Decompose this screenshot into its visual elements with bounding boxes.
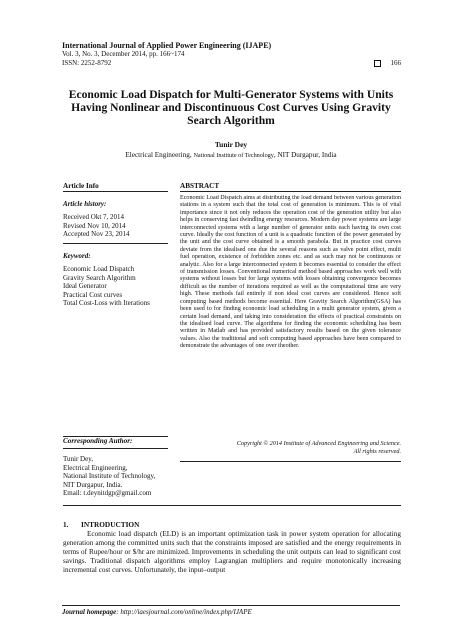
keyword-heading: Keyword: xyxy=(63,252,91,260)
page-number-block xyxy=(374,59,402,67)
page-number: 166 xyxy=(390,59,401,67)
article-info-heading: Article Info xyxy=(63,182,99,190)
paper-title: Economic Load Dispatch for Multi-Generator Systems with Units Having Nonlinear and Discontinuous Cost Curves Using Gravity Search Algorithm xyxy=(68,88,394,128)
keywords-box xyxy=(63,243,168,308)
affiliation-prefix: Electrical Engineering, xyxy=(125,151,194,159)
revised-date: Revised Nov 10, 2014 xyxy=(63,221,126,230)
journal-header xyxy=(62,41,402,67)
journal-name: International Journal of Applied Power Engineering (IJAPE) xyxy=(62,41,272,50)
section-title: INTRODUCTION xyxy=(81,520,140,529)
keyword-item: Gravity Search Algorithm xyxy=(63,273,136,282)
copyright-line: Copyright © 2014 Institute of Advanced Engineering and Science. xyxy=(236,440,401,447)
divider xyxy=(63,191,168,192)
article-info-box xyxy=(63,182,168,239)
abstract-text: Economic Load Dispatch aims at distributing the load demand between various generation stations in a system such that the total cost of generation is minimum. This is of vital importance since it not only reduces the operation cost of the generation utility but also helps in conserving fast dwindling energy resources. Modern day power systems are large interconnected systems with a large number of generator units each having its own cost curve. Ideally the cost function of a unit is a quadratic function of the power generated by the unit and the cost curve obtained is a smooth parabola. But in practice cost curves deviate from the idealised one due the several reasons such as valve point effect, multi fuel operation, existence of forbidden zones etc. and as such may not be continuous or analytic. Also for a large interconnected system it becomes essential to consider the effect of transmission losses. Conventional numerical method based approaches work well with systems without losses but for large systems with losses obtaining convergence becomes difficult as the number of iterations required as well as the computational time are very high. These methods fail entirely if non ideal cost curves are considered. Hence soft computing based methods become essential. Here Gravity Search Algorithm(GSA) has been used to for finding economic load scheduling in a multi generator system, given a certain load demand, and taking into consideration the effects of practical constraints on the idealised load curve. The algorithms for finding the economic scheduling has been written in Matlab and has provided satisfactory results based on the given tolerance values. Also the traditional and soft computing based approaches have been compared to demonstrate the advantages of one over theother. xyxy=(180,195,401,350)
introduction-heading xyxy=(63,520,139,529)
journal-homepage xyxy=(62,608,252,616)
issn: ISSN: 2252-8792 xyxy=(62,58,112,67)
divider xyxy=(62,605,400,606)
article-history-heading: Article history: xyxy=(63,200,107,208)
homepage-url[interactable]: : http://iaesjournal.com/online/index.php/IJAPE xyxy=(116,608,252,616)
divider xyxy=(180,461,401,462)
author-name: Tunir Dey xyxy=(214,140,248,149)
rights-line: All rights reserved. xyxy=(353,447,401,455)
corresponding-author-heading: Corresponding Author: xyxy=(63,437,133,445)
corresponding-author-box xyxy=(63,436,168,498)
section-number: 1. xyxy=(63,520,69,529)
corresponding-line: Electrical Engineering, xyxy=(63,463,128,472)
received-date: Received Okt 7, 2014 xyxy=(63,213,125,221)
divider xyxy=(63,243,168,244)
accepted-date: Accepted Nov 23, 2014 xyxy=(63,230,130,239)
divider xyxy=(63,505,401,506)
square-bullet-icon xyxy=(374,60,381,67)
copyright-notice xyxy=(180,440,401,455)
affiliation-suffix: , NIT Durgapur, India xyxy=(273,151,337,159)
keyword-item: Ideal Generator xyxy=(63,282,107,291)
author-affiliation xyxy=(62,151,400,159)
keyword-item: Practical Cost curves xyxy=(63,290,123,299)
introduction-text: Economic load dispatch (ELD) is an important optimization task in power system operation for allocating generation among the committed units such that the constraints imposed are satisfied and the energy requirements in terms of Rupee/hour or $/hr are minimized. Improvements in scheduling the unit outputs can lead to significant cost savings. Traditional dispatch algorithms employ Lagrangian multipliers and require monotonically increasing incremental cost curves. Unfortunately, the input–output xyxy=(63,530,401,574)
keyword-item: Economic Load Dispatch xyxy=(63,265,135,273)
divider xyxy=(63,448,168,449)
corresponding-line: Tunir Dey, xyxy=(63,455,94,463)
abstract-box xyxy=(180,182,401,553)
keyword-item: Total Cost-Loss with Iterations xyxy=(63,299,150,308)
corresponding-line: National Institute of Technology, xyxy=(63,472,156,481)
corresponding-line: NIT Durgapur, India. xyxy=(63,480,123,489)
homepage-label: Journal homepage xyxy=(62,608,117,616)
abstract-heading: ABSTRACT xyxy=(180,182,220,190)
affiliation-institute: National Institute of Technology xyxy=(193,152,274,159)
volume-info: Vol. 3, No. 3, December 2014, pp. 166~174 xyxy=(62,50,185,58)
corresponding-email: Email: t.deynitdgp@gmail.com xyxy=(63,489,152,498)
divider xyxy=(180,191,401,192)
